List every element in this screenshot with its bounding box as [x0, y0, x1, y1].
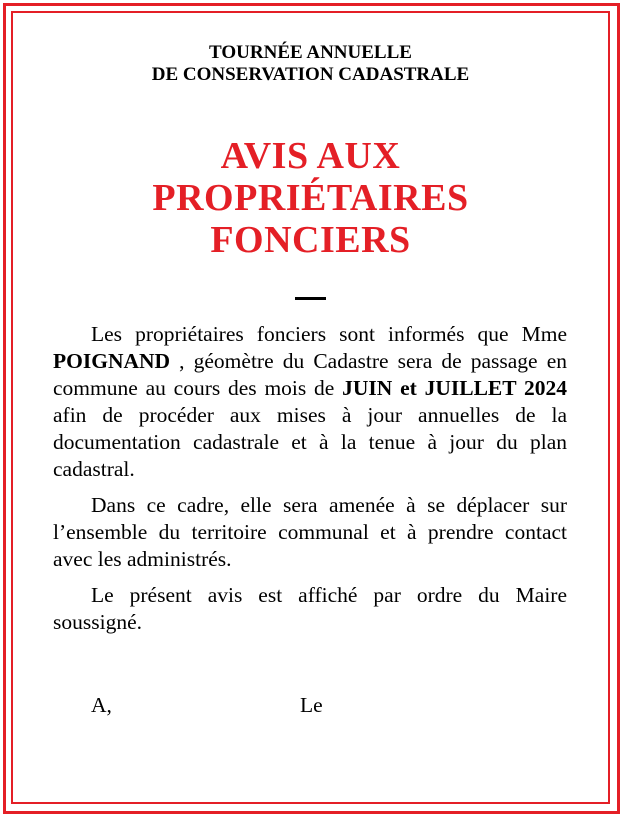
visit-dates: JUIN et JUILLET 2024: [342, 376, 567, 400]
surveyor-name: POIGNAND: [53, 349, 171, 373]
paragraph-1-part-2: , géomètre du Cadastre sera de passage en commune au cours des mois de: [53, 349, 567, 400]
paragraph-3: Le présent avis est affiché par ordre du Maire soussigné.: [53, 583, 567, 634]
paragraph-2: Dans ce cadre, elle sera amenée à se déplacer sur l’ensemble du territoire communal et à prendre contact avec les administrés.: [53, 493, 567, 571]
title-line-1: AVIS AUX: [220, 135, 401, 177]
paragraph-1-part-1: Les propriétaires fonciers sont informés que Mme: [91, 322, 567, 346]
title-line-3: FONCIERS: [210, 219, 411, 261]
signature-place: A,: [91, 693, 112, 717]
title-line-2: PROPRIÉTAIRES: [152, 177, 469, 219]
notice-header: [0, 42, 621, 86]
paragraph-1-part-3: afin de procéder aux mises à jour annuelles de la documentation cadastrale et à la tenue à jour du plan cadastral.: [53, 403, 567, 481]
signature-date: Le: [300, 693, 323, 717]
notice-title: [0, 135, 621, 261]
header-line-1: TOURNÉE ANNUELLE: [209, 42, 412, 63]
header-line-2: DE CONSERVATION CADASTRALE: [151, 64, 470, 85]
notice-body: [53, 321, 567, 645]
paragraph-1: [53, 321, 567, 483]
title-divider: [295, 297, 326, 300]
